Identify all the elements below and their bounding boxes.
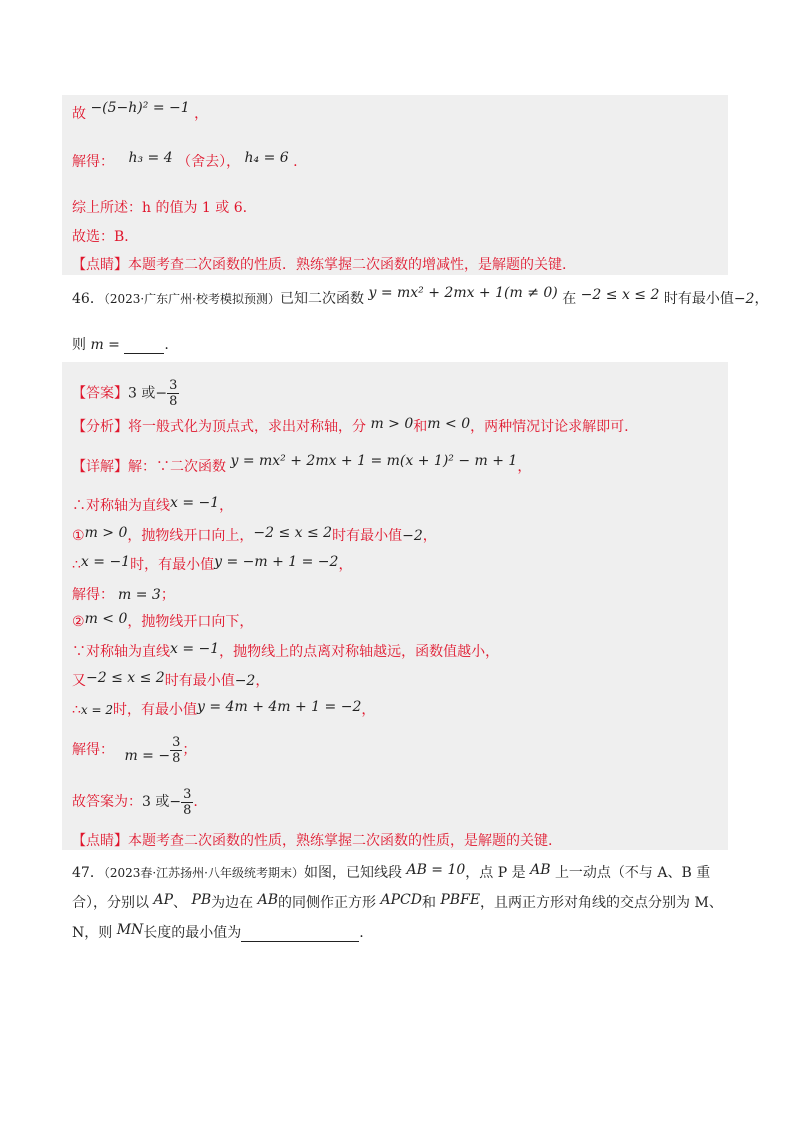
text: 时有最小值	[164, 673, 235, 689]
text: ∴	[72, 702, 81, 718]
equation: y = mx² + 2mx + 1 = m(x + 1)² − m + 1	[230, 453, 518, 469]
text: 又	[72, 673, 86, 689]
text: ，点 P 是	[465, 865, 526, 881]
text: ，	[219, 498, 234, 514]
condition: m < 0	[427, 416, 471, 432]
text: 和	[421, 895, 436, 911]
question-46-line1	[72, 285, 769, 308]
text: ，	[255, 673, 270, 689]
variable: PB	[191, 892, 212, 908]
answer-label: 【答案】	[72, 385, 128, 402]
text: .	[193, 794, 198, 810]
text: 已知二次函数	[280, 291, 364, 307]
text: 、	[172, 895, 187, 911]
condition: m > 0	[84, 525, 128, 541]
solution45-line4: 故选：B．	[72, 229, 139, 245]
equation: y = −m + 1 = −2	[214, 554, 339, 570]
question-number: 47．	[72, 865, 104, 881]
text: ，	[517, 459, 532, 475]
equation: x = −1	[80, 554, 131, 570]
question-source: （2023·广东广州·校考模拟预测）	[103, 292, 280, 306]
variable: APCD	[380, 892, 422, 908]
text: 【分析】将一般式化为顶点式，求出对称轴，分	[72, 419, 366, 435]
text: ，抛物线开口向下，	[127, 614, 254, 630]
question-number: 46．	[72, 291, 104, 307]
axis-line	[72, 497, 233, 515]
text: 则	[72, 337, 86, 353]
variable: MN	[116, 922, 144, 938]
text: 时，有最小值	[113, 702, 198, 718]
text: ，	[422, 528, 437, 544]
text: 解得：	[72, 742, 114, 758]
case2d-line	[72, 701, 375, 719]
detail-line	[72, 453, 532, 476]
text: 故	[72, 106, 86, 122]
range-expression: −2 ≤ x ≤ 2	[580, 287, 660, 303]
equation: AB = 10	[406, 862, 466, 878]
text: N，则	[72, 925, 113, 941]
case1b-line	[72, 556, 352, 574]
variable: m =	[90, 337, 120, 353]
text: 的同侧作正方形	[278, 895, 377, 911]
text: 为边在	[211, 895, 254, 911]
text: ∴	[72, 557, 81, 573]
range-expression: −2 ≤ x ≤ 2	[86, 670, 165, 686]
equation: m = 3	[118, 587, 161, 603]
case2b-line	[72, 643, 499, 661]
text: 在	[562, 291, 577, 307]
text: （舍去），	[177, 154, 241, 170]
text: ，抛物线上的点离对称轴越远，函数值越小，	[219, 644, 500, 660]
min-value: −2	[234, 673, 256, 689]
min-value: −2	[733, 291, 755, 307]
answer-fraction: $\frac{3}{8}$	[169, 378, 178, 409]
solution45-line2	[72, 150, 298, 171]
fraction: $\frac{3}{8}$	[183, 786, 192, 818]
text: ①	[72, 528, 85, 544]
solution2-line	[72, 733, 196, 767]
text: 时有最小值	[332, 528, 403, 544]
condition: m < 0	[84, 611, 128, 627]
text: −	[169, 794, 182, 810]
text: ，抛物线开口向上，	[127, 528, 254, 544]
text: ，	[361, 702, 376, 718]
answer-text: 3 或	[128, 385, 156, 402]
text: ②	[72, 614, 85, 630]
case2c-line	[72, 672, 269, 690]
text: 长度的最小值为	[143, 925, 242, 941]
text: .	[293, 154, 298, 170]
equation: m = −	[124, 748, 171, 764]
equation: h₃ = 4	[128, 150, 173, 166]
variable: PBFE	[440, 892, 481, 908]
text: 解得：	[72, 587, 114, 603]
range-expression: −2 ≤ x ≤ 2	[253, 525, 333, 541]
text: ，两种情况讨论求解即可.	[470, 419, 629, 435]
text: ；	[182, 742, 197, 758]
equation: −(5−h)² = −1	[90, 100, 190, 116]
answer-blank[interactable]	[241, 941, 359, 942]
text: ，	[754, 291, 769, 307]
equation: h₄ = 6	[244, 150, 289, 166]
text: 上一动点（不与 A、B 重	[554, 865, 711, 881]
answer-line: 【答案】3 或− $\frac{3}{8}$	[72, 378, 178, 409]
text: .	[164, 337, 169, 353]
equation: y = 4m + 4m + 1 = −2	[197, 699, 362, 715]
text: ∵对称轴为直线	[72, 644, 170, 660]
text: 【详解】解：∵二次函数	[72, 459, 226, 475]
text: 合），分别以	[72, 895, 149, 911]
solution45-tip: 【点睛】本题考查二次函数的性质．熟练掌握二次函数的增减性，是解题的关键.	[72, 257, 567, 273]
text: ，且两正方形对角线的交点分别为 M、	[480, 895, 723, 911]
solution45-line3: 综上所述：h 的值为 1 或 6.	[72, 200, 248, 216]
text: 时有最小值	[663, 291, 734, 307]
question-47-line3	[72, 924, 364, 942]
case2-line	[72, 613, 253, 631]
variable: AB	[530, 862, 551, 878]
question-46-line2	[72, 336, 169, 354]
text: ；	[160, 587, 175, 603]
function-expression: y = mx² + 2mx + 1(m ≠ 0)	[368, 285, 558, 301]
text: 和	[413, 419, 428, 435]
variable: AP	[153, 892, 173, 908]
text: .	[359, 925, 364, 941]
analysis-line	[72, 418, 629, 436]
text: ，	[194, 106, 209, 122]
min-value: −2	[402, 528, 423, 544]
question-47-line2	[72, 894, 723, 912]
equation: x = 2	[80, 703, 114, 717]
answer-blank[interactable]	[124, 353, 164, 354]
case1-line	[72, 527, 437, 545]
text: ，	[338, 557, 353, 573]
text: ∴对称轴为直线	[72, 498, 170, 514]
question-47-line1	[72, 864, 710, 882]
equation: x = −1	[170, 495, 220, 511]
condition: m > 0	[370, 416, 414, 432]
text: 解得：	[72, 154, 114, 170]
solution45-line1	[72, 100, 209, 123]
solution1-line	[72, 586, 175, 604]
variable: AB	[257, 892, 279, 908]
fraction: $\frac{3}{8}$	[172, 734, 181, 766]
question-source: （2023春·江苏扬州·八年级统考期末）	[103, 866, 304, 880]
text: 3 或	[142, 794, 170, 810]
solution46-tip: 【点睛】本题考查二次函数的性质，熟练掌握二次函数的性质，是解题的关键.	[72, 833, 553, 849]
text: 时，有最小值	[130, 557, 215, 573]
text: 如图，已知线段	[304, 865, 402, 881]
text: 故答案为：	[72, 794, 142, 810]
final-answer-line	[72, 785, 198, 819]
equation: x = −1	[170, 641, 220, 657]
